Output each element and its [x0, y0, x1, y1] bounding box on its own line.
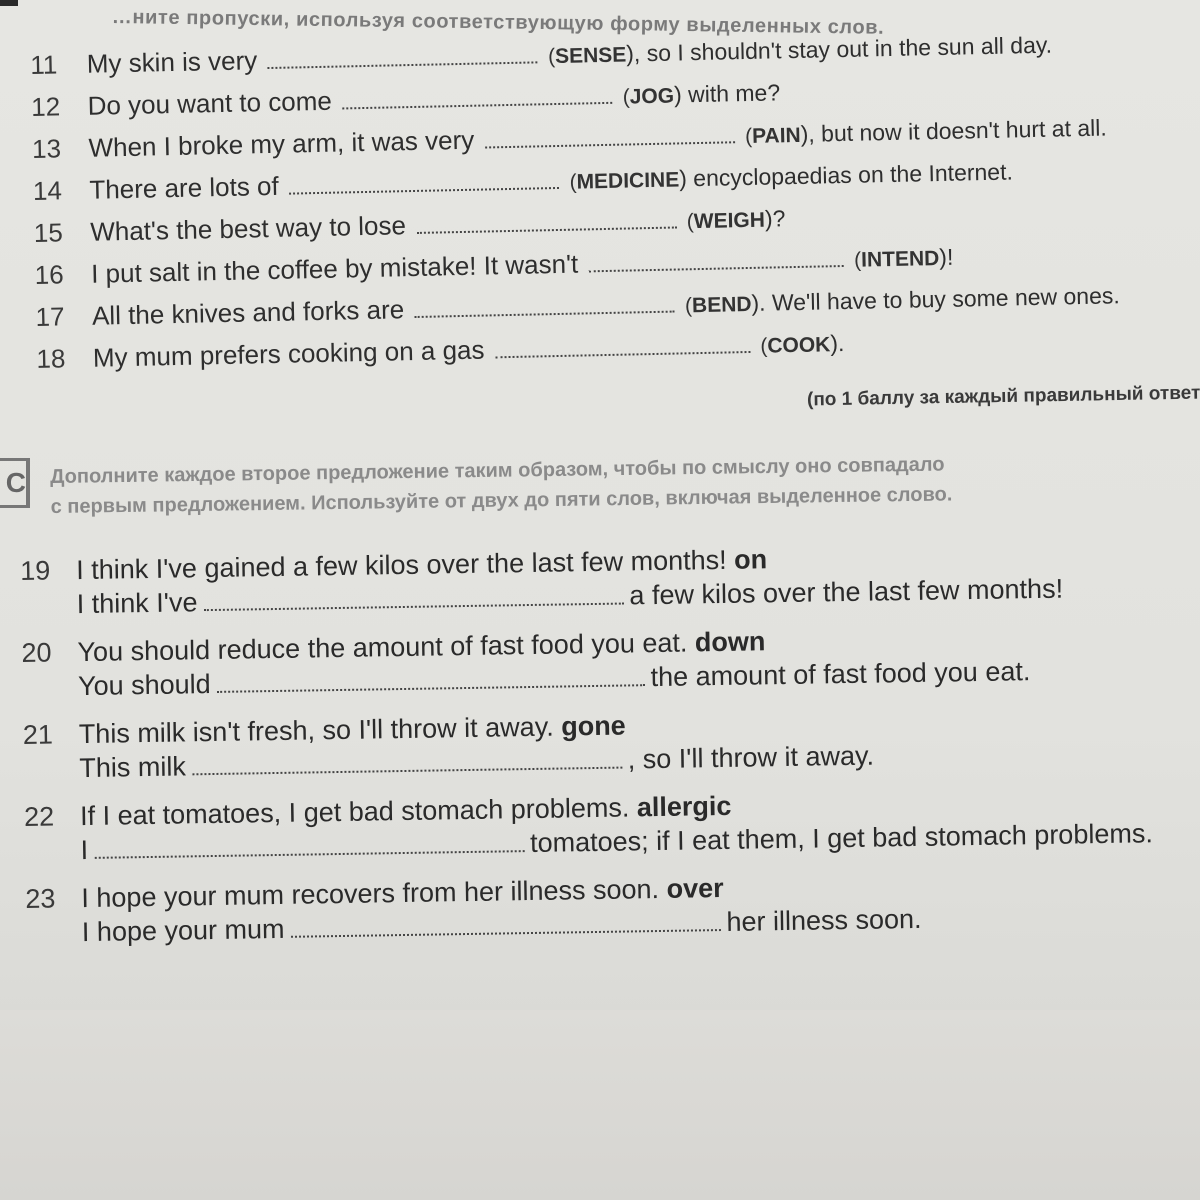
section-corner-marker	[0, 0, 18, 6]
answer-start: I hope your mum	[81, 913, 285, 948]
answer-blank[interactable]	[94, 850, 524, 859]
exercise-a-item: 11 My skin is very (SENSE), so I shouldn't stay out in the sun all day.	[30, 31, 1053, 80]
item-number: 20	[21, 637, 52, 668]
item-text: When I broke my arm, it was very	[88, 124, 475, 163]
exercise-a-item: 18 My mum prefers cooking on a gas (COOK).	[36, 330, 845, 374]
answer-blank[interactable]	[495, 351, 750, 358]
item-text: My skin is very	[86, 45, 258, 79]
score-note: (по 1 баллу за каждый правильный ответ	[806, 382, 1200, 411]
key-word: allergic	[636, 790, 732, 823]
item-text: All the knives and forks are	[91, 294, 405, 331]
item-ending: ), but now it doesn't hurt at all.	[800, 114, 1107, 147]
item-ending: )!	[938, 243, 954, 271]
base-word: JOG	[629, 84, 675, 109]
key-word: down	[694, 626, 766, 658]
base-word: MEDICINE	[576, 168, 680, 194]
exercise-a-item: 17 All the knives and forks are (BEND). We'll have to buy some new ones.	[35, 282, 1121, 332]
item-number: 15	[33, 217, 64, 248]
answer-blank[interactable]	[268, 61, 538, 69]
item-number: 12	[30, 91, 61, 122]
item-number: 17	[35, 301, 65, 332]
answer-end: , so I'll throw it away.	[627, 740, 875, 775]
answer-start: I	[80, 834, 89, 866]
base-word: BEND	[691, 292, 752, 318]
source-sentence: You should reduce the amount of fast food you eat.	[77, 627, 688, 668]
answer-blank[interactable]	[217, 684, 645, 693]
answer-end: a few kilos over the last few months!	[629, 573, 1064, 611]
answer-blank[interactable]	[204, 603, 624, 612]
key-word: gone	[560, 710, 626, 742]
exercise-b-item	[25, 866, 1196, 966]
exercise-b-instruction	[50, 449, 952, 522]
source-sentence: If I eat tomatoes, I get bad stomach problems.	[79, 792, 630, 832]
source-sentence: I think I've gained a few kilos over the last few months!	[75, 544, 727, 586]
page-blank-area	[0, 1010, 1200, 1200]
exercise-a-item: 16 I put salt in the coffee by mistake! It wasn't (INTEND)!	[34, 243, 954, 290]
item-number: 22	[23, 801, 55, 832]
base-word: INTEND	[860, 247, 940, 272]
key-word: over	[666, 872, 724, 904]
key-word: on	[733, 544, 768, 575]
answer-start: This milk	[79, 751, 187, 784]
item-ending: ).	[830, 330, 845, 357]
item-ending: )?	[764, 205, 786, 232]
exercise-b	[20, 538, 1196, 966]
exercise-a-item: 14 There are lots of (MEDICINE) encyclopaedias on the Internet.	[32, 158, 1014, 206]
item-number: 21	[22, 719, 54, 750]
item-ending: ). We'll have to buy some new ones.	[751, 282, 1121, 316]
answer-blank[interactable]	[589, 265, 844, 272]
item-text: My mum prefers cooking on a gas	[92, 334, 485, 373]
item-number: 23	[25, 883, 56, 914]
answer-start: I think I've	[76, 587, 198, 620]
source-sentence: This milk isn't fresh, so I'll throw it away.	[78, 711, 554, 750]
exercise-a-item: 13 When I broke my arm, it was very (PAIN), but now it doesn't hurt at all.	[31, 114, 1107, 164]
exercise-b-marker: C	[0, 458, 30, 508]
base-word: SENSE	[554, 43, 627, 69]
item-number: 19	[20, 555, 51, 586]
item-number: 13	[31, 133, 62, 164]
item-ending: ) with me?	[673, 79, 781, 108]
item-number: 16	[34, 259, 64, 290]
answer-blank[interactable]	[416, 227, 676, 234]
source-sentence: I hope your mum recovers from her illness soon.	[81, 874, 660, 914]
instruction-line-2: с первым предложением. Используйте от двух до пяти слов, включая выделенное слово.	[50, 483, 953, 518]
item-ending: ), so I shouldn't stay out in the sun all day.	[625, 31, 1053, 67]
item-ending: ) encyclopaedias on the Internet.	[678, 158, 1014, 192]
answer-end: tomatoes; if I eat them, I get bad stomach problems.	[529, 818, 1154, 859]
answer-end: her illness soon.	[726, 903, 922, 937]
item-text: I put salt in the coffee by mistake! It wasn't	[90, 248, 579, 289]
item-text: There are lots of	[89, 170, 279, 205]
answer-blank[interactable]	[485, 141, 735, 148]
answer-end: the amount of fast food you eat.	[650, 656, 1031, 693]
answer-blank[interactable]	[342, 102, 612, 110]
exercise-a	[30, 26, 1197, 386]
exercise-a-instruction: …ните пропуски, используя соответствующую форму выделенных слов.	[111, 6, 885, 39]
item-number: 11	[30, 49, 58, 80]
exercise-a-item: 12 Do you want to come (JOG) with me?	[30, 79, 781, 122]
base-word: PAIN	[751, 123, 801, 148]
exercise-a-item: 15 What's the best way to lose (WEIGH)?	[33, 205, 786, 248]
answer-blank[interactable]	[415, 311, 675, 318]
instruction-line-1: Дополните каждое второе предложение таким образом, чтобы по смыслу оно совпадало	[50, 453, 945, 488]
item-number: 18	[36, 343, 66, 374]
item-text: Do you want to come	[87, 85, 333, 121]
item-text: What's the best way to lose	[89, 210, 407, 247]
answer-start: You should	[77, 669, 211, 702]
answer-blank[interactable]	[192, 767, 622, 776]
answer-blank[interactable]	[291, 929, 721, 938]
base-word: COOK	[767, 333, 831, 358]
item-number: 14	[32, 175, 63, 206]
base-word: WEIGH	[693, 208, 766, 234]
answer-blank[interactable]	[289, 187, 559, 195]
